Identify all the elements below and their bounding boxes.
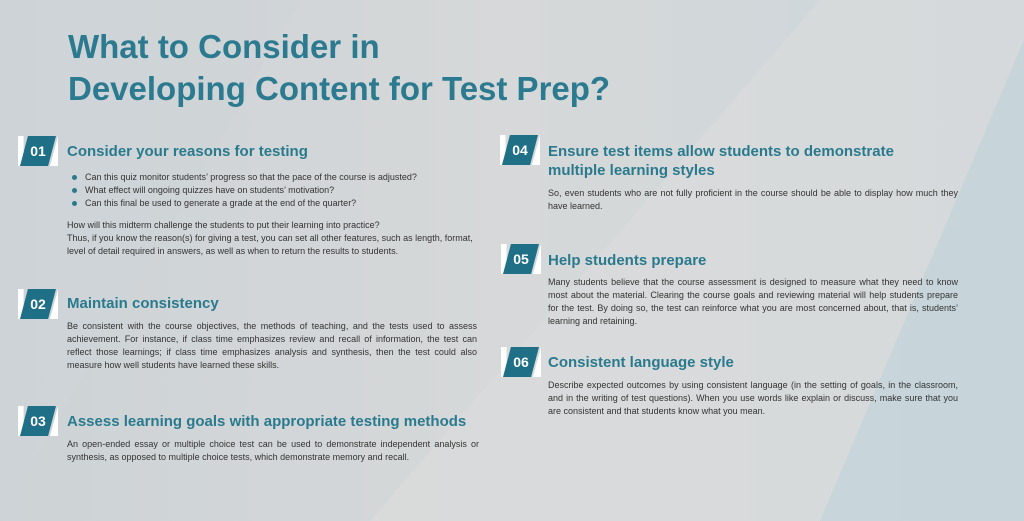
badge-number: 03	[30, 413, 46, 429]
section-heading: Consistent language style	[548, 354, 734, 371]
number-badge	[501, 244, 541, 274]
number-badge	[501, 347, 541, 377]
section-body: Describe expected outcomes by using consistent language (in the setting of goals, in the classroom, and in the writing of test questions). When you use words like explain or discuss, make sure that you are consistent and that students know what you mean.	[548, 380, 958, 416]
section-05	[548, 251, 958, 328]
section-body: Be consistent with the course objectives, the methods of teaching, and the tests used to assess achievement. For instance, if class time emphasizes review and recall of information, the test can reflect those learnings; if class time emphasizes analysis and synthesis, then the test could also measure how well students have learned these skills.	[67, 321, 477, 370]
bullet-list	[85, 171, 479, 210]
section-04	[548, 142, 958, 213]
section-06	[548, 353, 958, 418]
section-heading: Consider your reasons for testing	[67, 143, 308, 160]
list-item: What effect will ongoing quizzes have on students’ motivation?	[85, 184, 479, 197]
section-body: An open-ended essay or multiple choice test can be used to demonstrate independent analysis or synthesis, as opposed to multiple choice tests, which demonstrate memory and recall.	[67, 439, 479, 462]
badge-number: 05	[513, 251, 529, 267]
title-line: Developing Content for Test Prep?	[68, 70, 611, 107]
section-01	[67, 142, 479, 258]
section-02	[67, 294, 477, 372]
page-title	[68, 26, 610, 110]
number-badge	[18, 136, 58, 166]
badge-number: 06	[513, 354, 529, 370]
section-body: Many students believe that the course assessment is designed to measure what they need to know most about the material. Clearing the course goals and reviewing material will help students prepare for the test. By doing so, the test can reinforce what you are most concerned about, that is, students’ learning and retaining.	[548, 277, 958, 326]
title-line: What to Consider in	[68, 28, 380, 65]
section-body: Thus, if you know the reason(s) for giving a test, you can set all other features, such as length, format, level of detail required in answers, as well as when to return the results to students.	[67, 233, 473, 256]
list-item: Can this quiz monitor students’ progress so that the pace of the course is adjusted?	[85, 171, 479, 184]
number-badge	[500, 135, 540, 165]
section-body: So, even students who are not fully proficient in the course should be able to display how much they have learned.	[548, 188, 958, 211]
section-heading: Help students prepare	[548, 252, 707, 269]
badge-number: 01	[30, 143, 46, 159]
section-heading: Assess learning goals with appropriate testing methods	[67, 413, 467, 430]
section-heading: Maintain consistency	[67, 295, 219, 312]
section-03	[67, 412, 479, 464]
list-item: Can this final be used to generate a grade at the end of the quarter?	[85, 197, 479, 210]
badge-number: 02	[30, 296, 46, 312]
section-heading: Ensure test items allow students to demonstrate multiple learning styles	[548, 143, 894, 179]
badge-number: 04	[512, 142, 528, 158]
number-badge	[18, 406, 58, 436]
section-body: How will this midterm challenge the students to put their learning into practice?	[67, 220, 380, 230]
number-badge	[18, 289, 58, 319]
